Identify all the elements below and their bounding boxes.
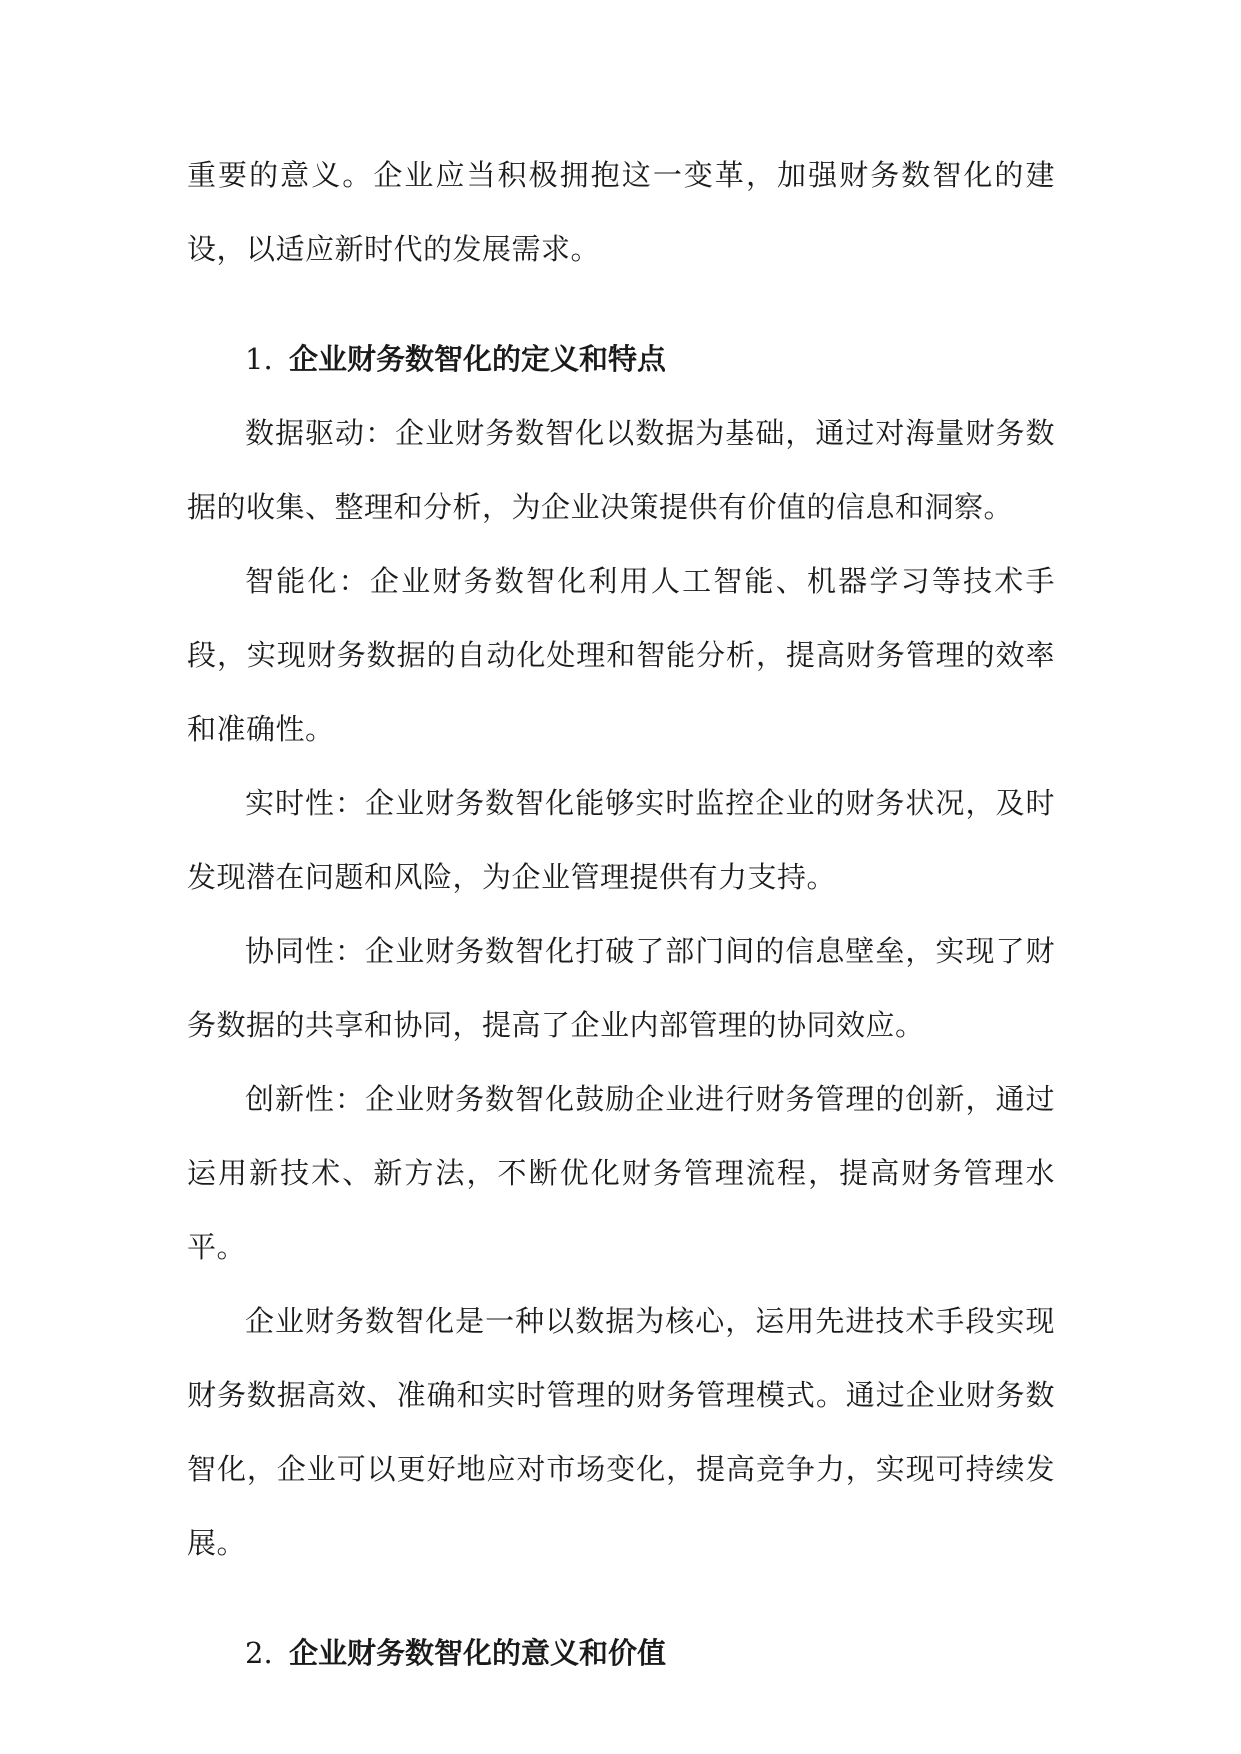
paragraph-continuation: 重要的意义。企业应当积极拥抱这一变革，加强财务数智化的建设，以适应新时代的发展需求。 (187, 158, 1055, 266)
paragraph-intelligence: 智能化：企业财务数智化利用人工智能、机器学习等技术手段，实现财务数据的自动化处理和智能分析，提高财务管理的效率和准确性。 (187, 564, 1055, 746)
paragraph-collaboration: 协同性：企业财务数智化打破了部门间的信息壁垒，实现了财务数据的共享和协同，提高了企业内部管理的协同效应。 (187, 934, 1055, 1042)
paragraph-summary: 企业财务数智化是一种以数据为核心，运用先进技术手段实现财务数据高效、准确和实时管理的财务管理模式。通过企业财务数智化，企业可以更好地应对市场变化，提高竞争力，实现可持续发展。 (187, 1304, 1055, 1560)
section-heading-1 (187, 322, 1055, 396)
section-number: 1. (245, 342, 273, 376)
paragraph-innovation: 创新性：企业财务数智化鼓励企业进行财务管理的创新，通过运用新技术、新方法，不断优化财务管理流程，提高财务管理水平。 (187, 1082, 1055, 1264)
paragraph-real-time: 实时性：企业财务数智化能够实时监控企业的财务状况，及时发现潜在问题和风险，为企业管理提供有力支持。 (187, 786, 1055, 894)
section-heading-2 (187, 1616, 1055, 1690)
section-number: 2. (245, 1636, 273, 1670)
section-title: 企业财务数智化的意义和价值 (289, 1636, 667, 1670)
paragraph-data-driven: 数据驱动：企业财务数智化以数据为基础，通过对海量财务数据的收集、整理和分析，为企业决策提供有价值的信息和洞察。 (187, 416, 1055, 524)
section-title: 企业财务数智化的定义和特点 (289, 342, 667, 376)
document-body (187, 138, 1055, 1690)
